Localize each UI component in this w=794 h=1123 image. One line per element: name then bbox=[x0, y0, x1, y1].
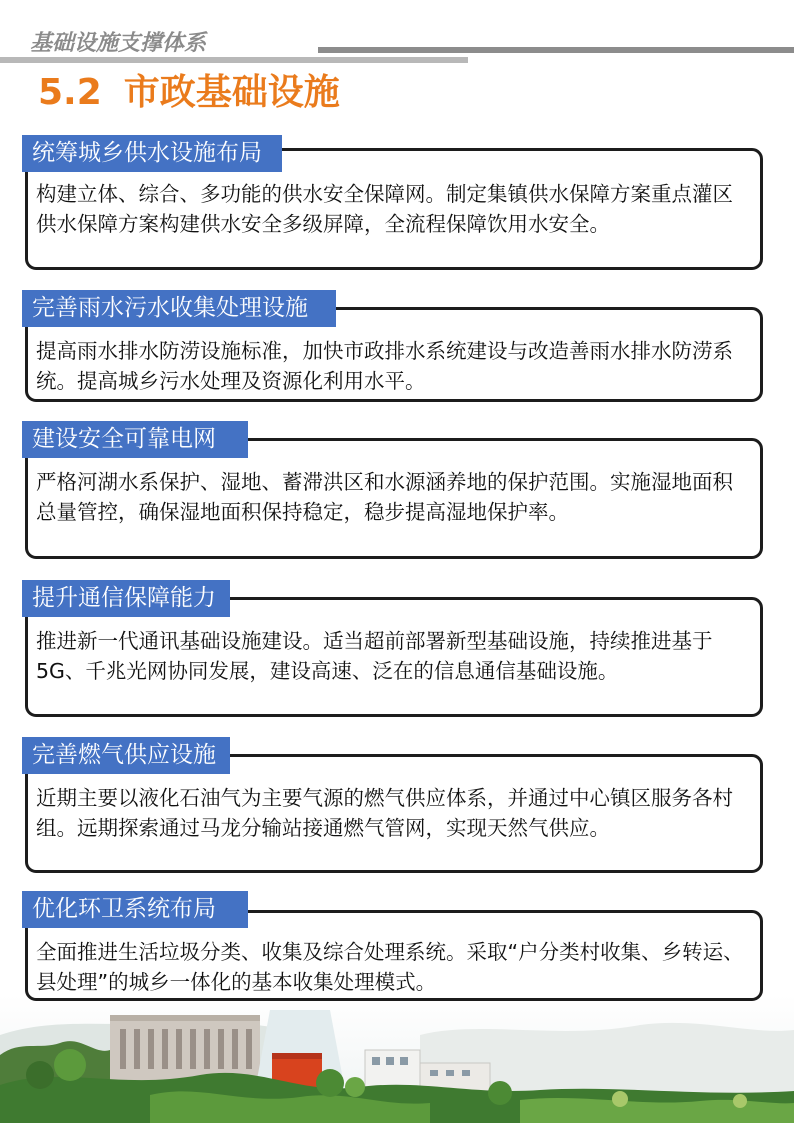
block-drainage bbox=[0, 290, 794, 402]
block-water-supply bbox=[0, 135, 794, 270]
header-label: 基础设施支撑体系 bbox=[30, 31, 207, 56]
block-tag: 建设安全可靠电网 bbox=[22, 421, 248, 458]
block-gas bbox=[0, 737, 794, 873]
landscape-illustration bbox=[0, 995, 794, 1123]
section-number: 5.2 bbox=[38, 72, 102, 113]
block-tag: 完善雨水污水收集处理设施 bbox=[22, 290, 336, 327]
block-tag: 完善燃气供应设施 bbox=[22, 737, 230, 774]
block-power-grid bbox=[0, 421, 794, 559]
block-text: 严格河湖水系保护、湿地、蓄滞洪区和水源涵养地的保护范围。实施湿地面积总量管控，确保湿地面积保持稳定，稳步提高湿地保护率。 bbox=[25, 438, 763, 559]
section-title-text: 市政基础设施 bbox=[123, 72, 340, 113]
block-tag: 提升通信保障能力 bbox=[22, 580, 230, 617]
section-title bbox=[38, 64, 340, 115]
block-text: 全面推进生活垃圾分类、收集及综合处理系统。采取“户分类村收集、乡转运、县处理”的城乡一体化的基本收集处理模式。 bbox=[25, 910, 763, 1001]
block-text: 近期主要以液化石油气为主要气源的燃气供应体系，并通过中心镇区服务各村组。远期探索通过马龙分输站接通燃气管网，实现天然气供应。 bbox=[25, 754, 763, 873]
header-bar-dark bbox=[318, 47, 794, 53]
block-tag: 优化环卫系统布局 bbox=[22, 891, 248, 928]
header-bar-light bbox=[0, 57, 468, 63]
block-text: 推进新一代通讯基础设施建设。适当超前部署新型基础设施，持续推进基于5G、千兆光网协同发展，建设高速、泛在的信息通信基础设施。 bbox=[25, 597, 763, 717]
block-telecom bbox=[0, 580, 794, 717]
block-sanitation bbox=[0, 891, 794, 1001]
block-text: 构建立体、综合、多功能的供水安全保障网。制定集镇供水保障方案重点灌区供水保障方案构建供水安全多级屏障，全流程保障饮用水安全。 bbox=[25, 148, 763, 270]
block-text: 提高雨水排水防涝设施标准，加快市政排水系统建设与改造善雨水排水防涝系统。提高城乡污水处理及资源化利用水平。 bbox=[25, 307, 763, 402]
block-tag: 统筹城乡供水设施布局 bbox=[22, 135, 282, 172]
